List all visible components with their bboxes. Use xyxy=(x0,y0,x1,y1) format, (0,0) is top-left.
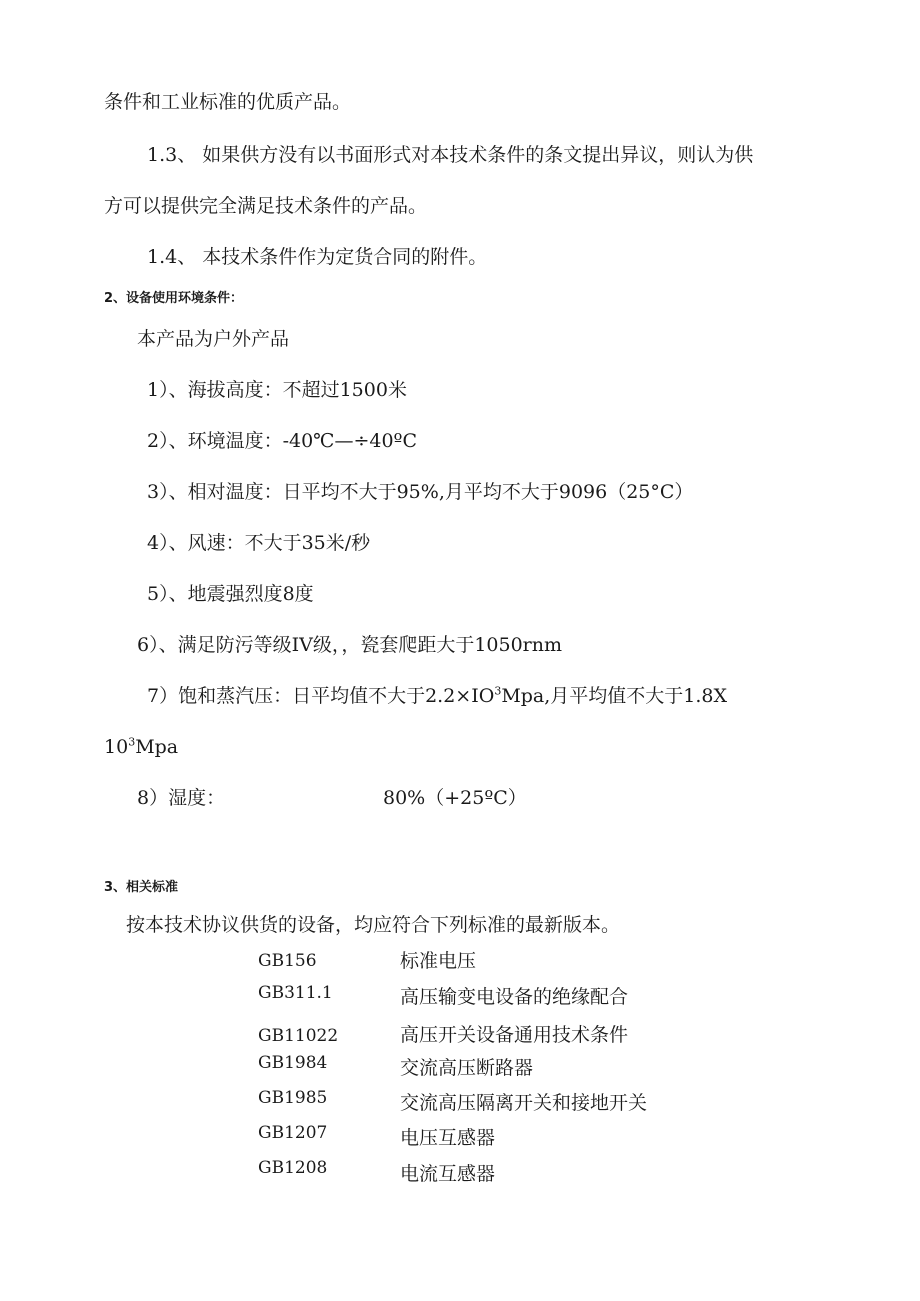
standard-name: 电流互感器 xyxy=(400,1163,496,1185)
standard-name: 高压输变电设备的绝缘配合 xyxy=(400,986,629,1008)
standard-name: 高压开关设备通用技术条件 xyxy=(400,1024,629,1046)
vapor-text-a: 7）饱和蒸汽压：日平均值不大于2.2×IO xyxy=(147,685,495,707)
env-item-altitude: 1）、海拔高度：不超过1500米 xyxy=(147,379,407,401)
standard-code: GB11022 xyxy=(258,1026,339,1046)
env-item-temperature: 2）、环境温度：-40℃—÷40ºC xyxy=(147,430,418,452)
standard-name: 电压互感器 xyxy=(400,1127,496,1149)
env-item-humidity-value: 80%（+25ºC） xyxy=(383,787,527,809)
clause-1-3-line1: 1.3、 如果供方没有以书面形式对本技术条件的条文提出异议，则认为供 xyxy=(147,144,754,166)
paragraph-continuation: 条件和工业标准的优质产品。 xyxy=(104,91,352,113)
standard-name: 标准电压 xyxy=(400,950,477,972)
vapor-text-b: Mpa,月平均值不大于1.8X xyxy=(501,685,728,707)
env-item-wind: 4）、风速：不大于35米/秒 xyxy=(147,532,371,554)
standard-code: GB1984 xyxy=(258,1053,328,1073)
standard-code: GB156 xyxy=(258,951,317,971)
vapor-cont-a: 10 xyxy=(104,736,129,758)
standard-code: GB1207 xyxy=(258,1123,328,1143)
env-item-pollution: 6）、满足防污等级IV级，，瓷套爬距大于1050rnm xyxy=(137,634,563,656)
clause-1-4: 1.4、 本技术条件作为定货合同的附件。 xyxy=(147,246,488,268)
env-item-vapor xyxy=(147,684,727,708)
vapor-cont-b: Mpa xyxy=(135,736,179,758)
standard-code: GB1208 xyxy=(258,1158,328,1178)
env-item-seismic: 5）、地震强烈度8度 xyxy=(147,583,314,605)
env-item-relative: 3）、相对温度：日平均不大于95%,月平均不大于9096（25°C） xyxy=(147,481,694,503)
vapor-cont-exponent: 3 xyxy=(128,735,136,749)
section-2-heading: 2、设备使用环境条件： xyxy=(104,291,244,306)
standard-code: GB311.1 xyxy=(258,983,333,1003)
clause-1-3-line2: 方可以提供完全满足技术条件的产品。 xyxy=(104,195,428,217)
standard-code: GB1985 xyxy=(258,1088,328,1108)
section-3-intro: 按本技术协议供货的设备，均应符合下列标准的最新版本。 xyxy=(126,914,621,936)
env-item-humidity-label: 8）湿度： xyxy=(137,787,226,809)
section-3-heading: 3、相关标准 xyxy=(104,880,179,895)
env-item-vapor-cont xyxy=(104,735,178,759)
standard-name: 交流高压隔离开关和接地开关 xyxy=(400,1092,648,1114)
standard-name: 交流高压断路器 xyxy=(400,1057,534,1079)
vapor-exponent: 3 xyxy=(494,684,502,698)
section-2-intro: 本产品为户外产品 xyxy=(137,328,290,350)
